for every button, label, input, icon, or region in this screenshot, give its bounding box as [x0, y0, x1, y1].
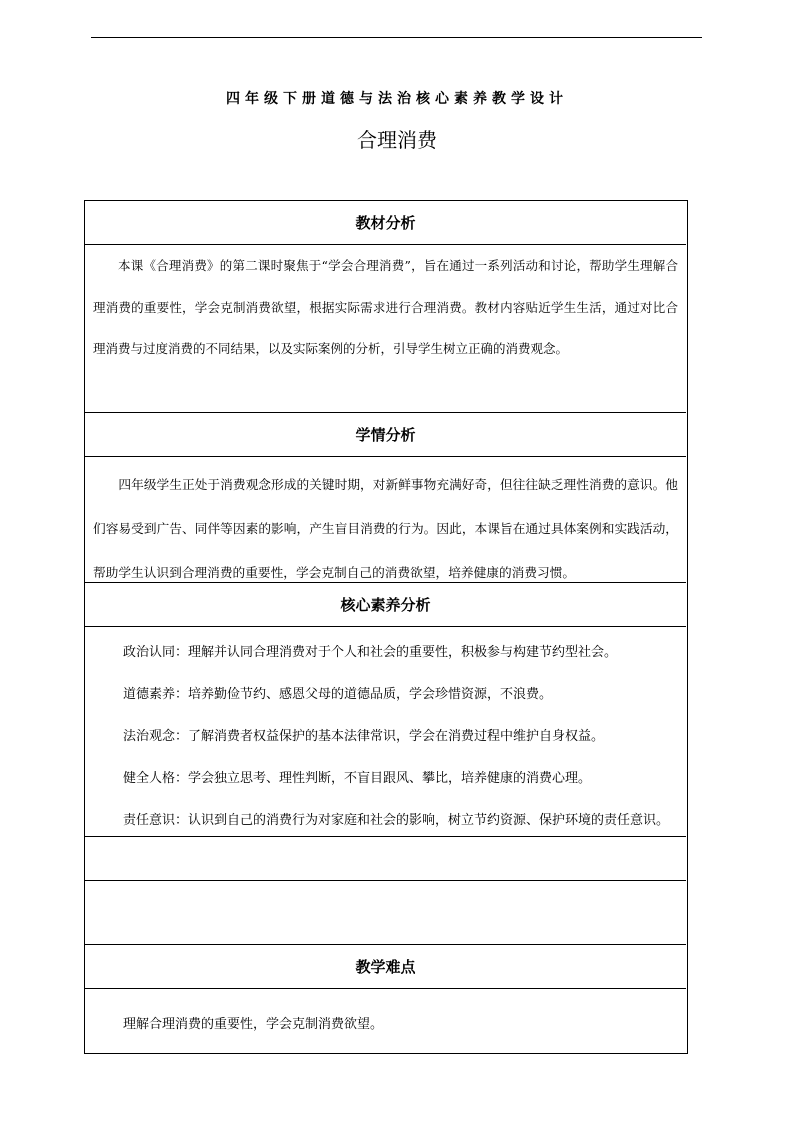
materials-analysis-heading: 教材分析: [85, 201, 686, 245]
lesson-design-table: [84, 200, 688, 1054]
empty-row-1: [85, 837, 686, 881]
document-title: 四年级下册道德与法治核心素养教学设计: [226, 91, 568, 107]
teaching-difficulty-text: 理解合理消费的重要性，学会克制消费欲望。: [123, 1017, 384, 1032]
header-rule: [91, 37, 702, 38]
empty-row-2: [85, 881, 686, 945]
core-literacy-heading: 核心素养分析: [85, 583, 686, 627]
document-subtitle: 合理消费: [357, 128, 437, 152]
student-analysis-heading: 学情分析: [85, 413, 686, 457]
student-analysis-cell: [85, 457, 686, 583]
materials-analysis-text: 本课《合理消费》的第二课时聚焦于“学会合理消费”，旨在通过一系列活动和讨论，帮助学生理解合理消费的重要性，学会克制消费欲望，根据实际需求进行合理消费。教材内容贴近学生生活，通过对比合理消费与过度消费的不同结果，以及实际案例的分析，引导学生树立正确的消费观念。: [93, 258, 678, 356]
literacy-item-personality: 健全人格：学会独立思考、理性判断，不盲目跟风、攀比，培养健康的消费心理。: [123, 771, 592, 786]
student-analysis-text: 四年级学生正处于消费观念形成的关键时期，对新鲜事物充满好奇，但往往缺乏理性消费的意识。他们容易受到广告、同伴等因素的影响，产生盲目消费的行为。因此，本课旨在通过具体案例和实践活动，帮助学生认识到合理消费的重要性，学会克制自己的消费欲望，培养健康的消费习惯。: [93, 477, 678, 580]
teaching-difficulty-heading: 教学难点: [85, 945, 686, 989]
literacy-item-political: 政治认同：理解并认同合理消费对于个人和社会的重要性，积极参与构建节约型社会。: [123, 645, 618, 660]
literacy-item-legal: 法治观念：了解消费者权益保护的基本法律常识，学会在消费过程中维护自身权益。: [123, 729, 605, 744]
core-literacy-cell: [85, 627, 686, 837]
literacy-item-responsibility: 责任意识：认识到自己的消费行为对家庭和社会的影响，树立节约资源、保护环境的责任意识。: [123, 813, 670, 828]
materials-analysis-cell: [85, 245, 686, 413]
teaching-difficulty-cell: [85, 989, 686, 1052]
literacy-item-moral: 道德素养：培养勤俭节约、感恩父母的道德品质，学会珍惜资源，不浪费。: [123, 687, 553, 702]
